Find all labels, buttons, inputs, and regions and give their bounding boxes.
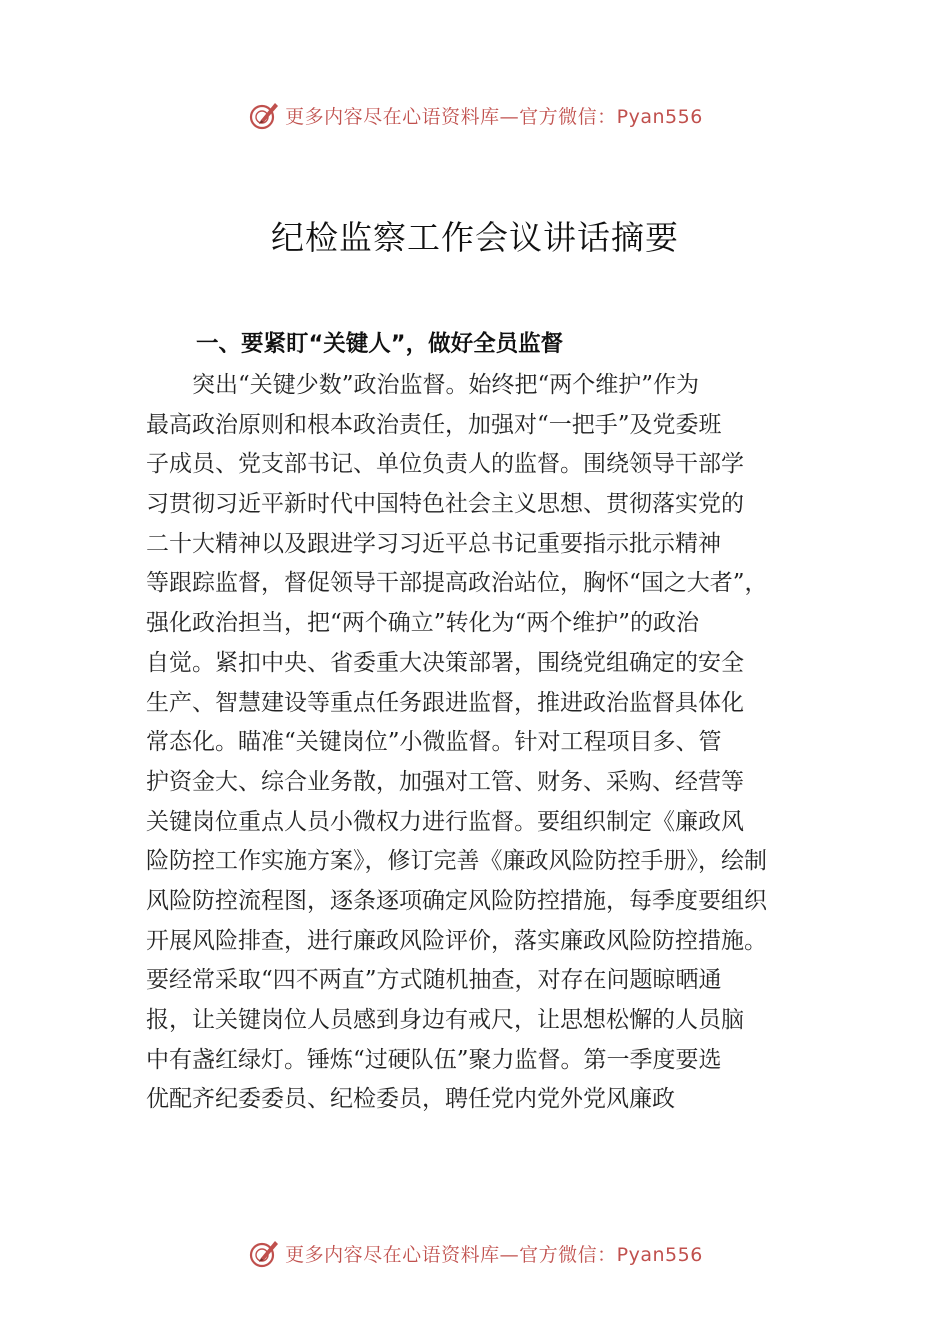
section-heading: 一、要紧盯“关键人”，做好全员监督: [196, 331, 564, 357]
pen-logo-icon: [247, 1236, 281, 1270]
paragraph-line: 护资金大、综合业务散，加强对工管、财务、采购、经营等: [146, 768, 744, 795]
paragraph-line: 要经常采取“四不两直”方式随机抽查，对存在问题晾晒通: [146, 967, 722, 994]
paragraph-line: 报，让关键岗位人员感到身边有戒尺，让思想松懈的人员脑: [146, 1007, 744, 1033]
paragraph-line: 关键岗位重点人员小微权力进行监督。要组织制定《廉政风: [146, 808, 744, 835]
document-title: 纪检监察工作会议讲话摘要: [271, 218, 679, 257]
paragraph-line: 突出“关键少数”政治监督。始终把“两个维护”作为: [192, 372, 700, 398]
body-paragraph: [146, 366, 816, 1120]
paragraph-line: 生产、智慧建设等重点任务跟进监督，推进政治监督具体化: [146, 689, 744, 716]
watermark-text: 更多内容尽在心语资料库—官方微信：Pyan556: [285, 105, 703, 128]
paragraph-line: 优配齐纪委委员、纪检委员，聘任党内党外党风廉政: [146, 1086, 675, 1113]
paragraph-line: 自觉。紧扣中央、省委重大决策部署，围绕党组确定的安全: [146, 649, 744, 676]
watermark-banner-bottom: [0, 1233, 950, 1273]
pen-logo-icon: [247, 98, 281, 132]
paragraph-line: 常态化。瞄准“关键岗位”小微监督。针对工程项目多、管: [146, 729, 722, 756]
paragraph-line: 险防控工作实施方案》，修订完善《廉政风险防控手册》，绘制: [146, 848, 767, 875]
paragraph-line: 中有盏红绿灯。锤炼“过硬队伍”聚力监督。第一季度要选: [146, 1046, 722, 1073]
paragraph-line: 强化政治担当，把“两个确立”转化为“两个维护”的政治: [146, 610, 700, 637]
paragraph-line: 等跟踪监督，督促领导干部提高政治站位，胸怀“国之大者”，: [146, 570, 768, 597]
watermark-banner-top: [0, 95, 950, 135]
paragraph-line: 习贯彻习近平新时代中国特色社会主义思想、贯彻落实党的: [146, 491, 744, 518]
paragraph-line: 最高政治原则和根本政治责任，加强对“一把手”及党委班: [146, 411, 722, 438]
watermark-text: 更多内容尽在心语资料库—官方微信：Pyan556: [285, 1243, 703, 1266]
paragraph-line: 子成员、党支部书记、单位负责人的监督。围绕领导干部学: [146, 451, 744, 478]
paragraph-line: 风险防控流程图，逐条逐项确定风险防控措施，每季度要组织: [146, 887, 767, 914]
paragraph-line: 二十大精神以及跟进学习习近平总书记重要指示批示精神: [146, 530, 721, 557]
paragraph-line: 开展风险排查，进行廉政风险评价，落实廉政风险防控措施。: [146, 927, 767, 954]
